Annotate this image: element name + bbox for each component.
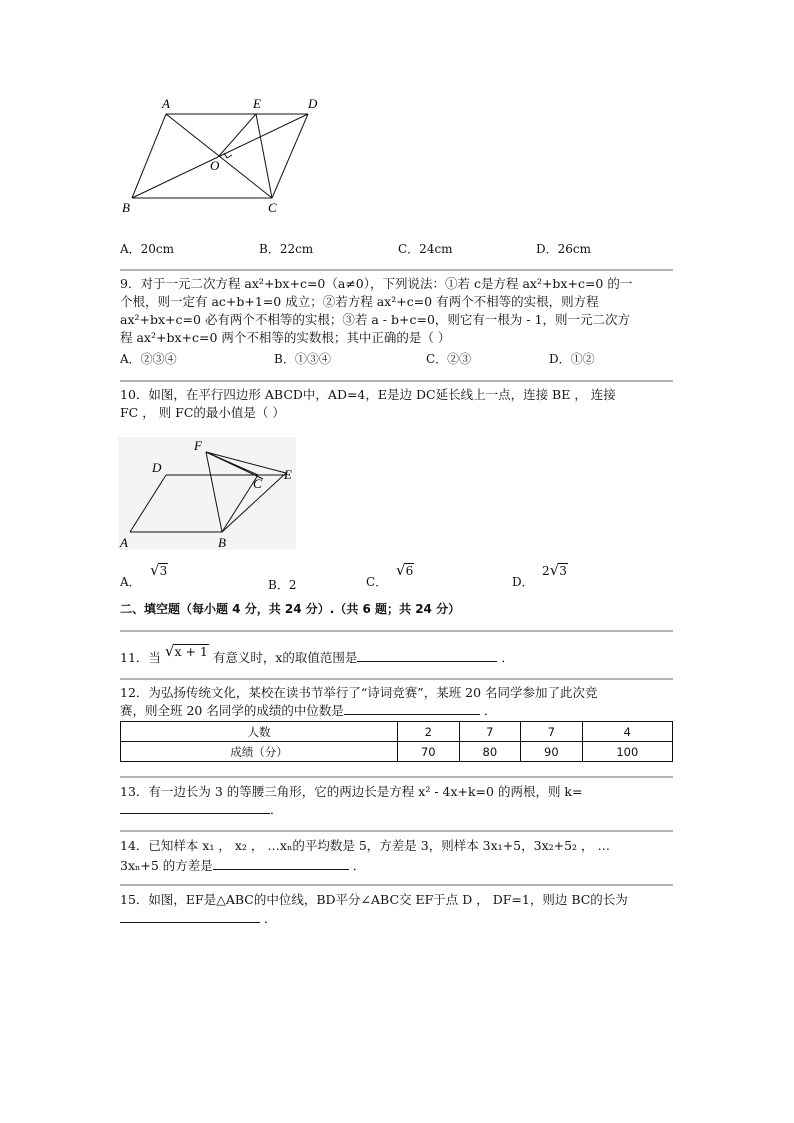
q12-answer-blank[interactable] <box>344 702 480 715</box>
sqrt-expression: √6 <box>396 561 414 579</box>
q10-line-2: FC ， 则 FC的最小值是（ ） <box>120 405 285 420</box>
period: ． <box>352 858 366 873</box>
q12-line-1: 12．为弘扬传统文化，某校在读书节举行了“诗词竞赛”，某班 20 名同学参加了此次竞 <box>120 685 598 700</box>
q11-line <box>120 642 673 666</box>
table-header-count: 人数 <box>121 722 398 742</box>
label-a: A <box>162 96 170 111</box>
figure-parallelogram-abcd-o <box>118 94 333 219</box>
figure-parallelogram-abcd-efc <box>118 437 296 550</box>
section-title: 二、填空题（每小题 4 分，共 24 分）.（共 6 题；共 24 分） <box>120 602 461 616</box>
label-c: C <box>268 200 277 215</box>
q13-line-1: 13．有一边长为 3 的等腰三角形，它的两边长是方程 x² - 4x+k=0 的两根，则 k= <box>120 784 583 799</box>
radicand: x + 1 <box>174 644 208 659</box>
q8-option-c[interactable]: C．24cm <box>398 242 453 256</box>
label-c: C <box>253 476 262 491</box>
q14-line-2 <box>120 857 673 874</box>
table-cell: 7 <box>459 722 521 742</box>
q13-line-2 <box>120 801 673 818</box>
table-row <box>121 722 673 742</box>
q8-option-d[interactable]: D．26cm <box>536 242 591 256</box>
radicand: 6 <box>405 564 414 578</box>
table-cell: 80 <box>459 742 521 762</box>
label-d: D <box>308 96 318 111</box>
q8-option-a[interactable]: A．20cm <box>120 242 175 256</box>
q9-line-2: 个根，则一定有 ac+b+1=0 成立；②若方程 ax²+c=0 有两个不相等的实根，则方程 <box>120 294 599 309</box>
divider <box>120 380 673 382</box>
q11-prefix: 11．当 <box>120 650 161 665</box>
label-a: A <box>120 535 128 550</box>
divider <box>120 269 673 271</box>
label-b: B <box>218 535 226 550</box>
divider <box>120 884 673 886</box>
table-cell: 70 <box>398 742 460 762</box>
q9-option-b[interactable]: B．①③④ <box>274 352 331 366</box>
segment-eo <box>219 114 256 156</box>
label-b: B <box>122 200 130 215</box>
coefficient: 2 <box>542 564 550 578</box>
segment-dc <box>272 114 308 198</box>
q14-line-2-text: 3xₙ+5 的方差是 <box>120 858 213 873</box>
sqrt-expression: √x + 1 <box>164 642 208 660</box>
table-header-score: 成绩（分） <box>121 742 398 762</box>
q10-option-c[interactable] <box>366 561 414 590</box>
radicand: 3 <box>559 564 567 578</box>
q9-option-a[interactable]: A．②③④ <box>120 352 177 366</box>
radicand: 3 <box>159 564 168 578</box>
q15-line-1: 15．如图，EF是△ABC的中位线，BD平分∠ABC交 EF于点 D ， DF=1，则边 BC的长为 <box>120 892 628 907</box>
sqrt-expression: √3 <box>150 561 168 579</box>
table-row <box>121 742 673 762</box>
diagonal-bd <box>132 114 308 198</box>
divider <box>120 830 673 832</box>
option-label: C． <box>366 575 388 589</box>
q9-line-3: ax²+bx+c=0 必有两个不相等的实根；③若 a - b+c=0，则它有一根为 - 1，则一元二次方 <box>120 312 631 327</box>
q12-line-2-text: 赛，则全班 20 名同学的成绩的中位数是 <box>120 703 344 718</box>
table-cell: 4 <box>582 722 672 742</box>
score-table <box>120 721 673 762</box>
q9-option-d[interactable]: D．①② <box>549 352 595 366</box>
label-f: F <box>194 438 202 453</box>
q8-option-b[interactable]: B．22cm <box>259 242 314 256</box>
table-cell: 90 <box>521 742 583 762</box>
period: ． <box>501 650 514 665</box>
segment-ab <box>132 114 166 198</box>
q10-option-b[interactable]: B．2 <box>268 578 297 592</box>
divider <box>120 776 673 778</box>
table-cell: 7 <box>521 722 583 742</box>
table-cell: 2 <box>398 722 460 742</box>
divider <box>120 678 673 680</box>
q9-line-1: 9．对于一元二次方程 ax²+bx+c=0（a≠0），下列说法：①若 c是方程 ax²+bx+c=0 的一 <box>120 276 633 291</box>
label-e: E <box>253 96 261 111</box>
segment-ec <box>256 114 272 198</box>
label-o: O <box>210 158 220 173</box>
q10-line-1: 10．如图，在平行四边形 ABCD中，AD=4，E是边 DC延长线上一点，连接 BE ， 连接 <box>120 387 616 402</box>
sqrt-expression: 2√3 <box>542 561 567 579</box>
divider <box>120 630 673 632</box>
q11-suffix: 有意义时，x的取值范围是 <box>212 650 358 665</box>
q9-option-c[interactable]: C．②③ <box>426 352 472 366</box>
q11-answer-blank[interactable] <box>357 649 497 662</box>
option-label: D． <box>512 575 534 589</box>
q14-line-1: 14．已知样本 x₁ ， x₂ ， …xₙ的平均数是 5，方差是 3，则样本 3x₁+5，3x₂+5₂ ， … <box>120 838 611 853</box>
table-cell: 100 <box>582 742 672 762</box>
label-e: E <box>284 467 292 482</box>
q15-answer-blank[interactable] <box>120 910 260 923</box>
q10-option-a[interactable] <box>120 561 168 590</box>
q12-line-2 <box>120 702 673 719</box>
period: ． <box>483 703 497 718</box>
q10-option-d[interactable] <box>512 561 567 590</box>
q13-answer-blank[interactable] <box>120 801 270 814</box>
label-d: D <box>152 460 162 475</box>
q9-line-4: 程 ax²+bx+c=0 两个不相等的实数根；其中正确的是（ ） <box>120 330 451 345</box>
q14-answer-blank[interactable] <box>213 857 349 870</box>
period: ． <box>263 911 277 926</box>
option-label: A． <box>120 575 141 589</box>
period: ． <box>270 802 283 817</box>
q15-line-2 <box>120 910 673 927</box>
